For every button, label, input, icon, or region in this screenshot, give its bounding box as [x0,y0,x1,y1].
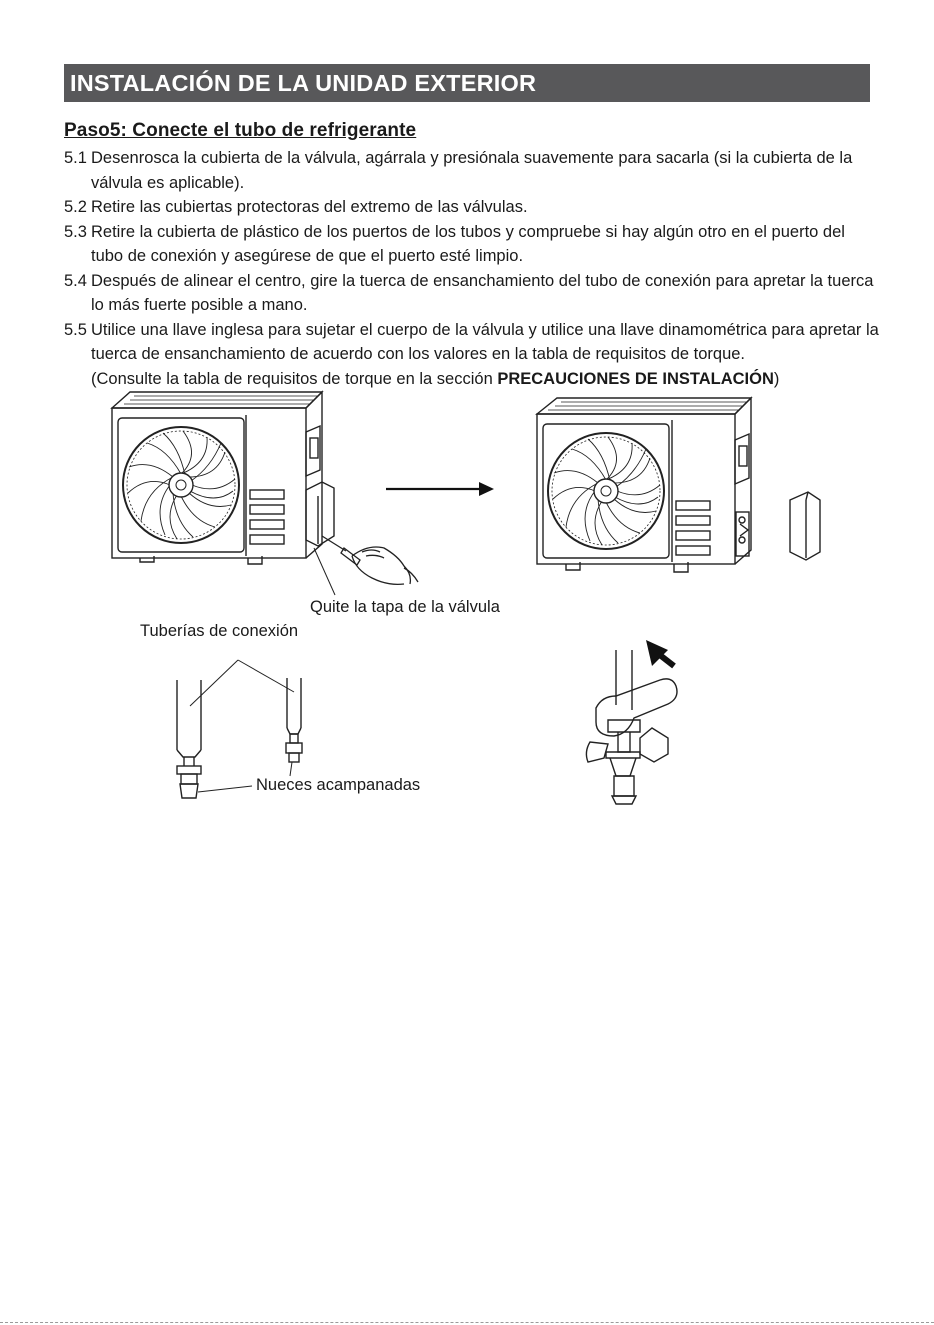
valve-cap-illustration [790,492,820,560]
note-suffix: ) [773,369,780,388]
leader-line-valve-cap [314,548,335,595]
fan-grille-right [548,433,664,549]
note-section-reference: PRECAUCIONES DE INSTALACIÓN [497,369,774,388]
step-text: Retire las cubiertas protectoras del extremo de las válvulas. [91,198,528,216]
step-text: Después de alinear el centro, gire la tuerca de ensanchamiento del tubo de conexión para apretar la tuerca lo más fuerte posible a mano. [91,271,874,314]
right-arrow-icon [386,482,494,496]
label-connection-pipes: Tuberías de conexión [140,622,299,640]
step-number: 5.2 [64,198,87,216]
page-bottom-divider [0,1322,934,1323]
section-header: INSTALACIÓN DE LA UNIDAD EXTERIOR [64,64,870,102]
hand-screwdriver-illustration [322,536,418,584]
outdoor-unit-right [537,398,751,572]
note-prefix: (Consulte la tabla de requisitos de torque en la sección [91,369,498,388]
step-title: Paso5: Conecte el tubo de refrigerante [64,120,417,141]
step-number: 5.3 [64,222,87,241]
label-flare-nuts: Nueces acampanadas [256,776,421,794]
step-text: Utilice una llave inglesa para sujetar el cuerpo de la válvula y utilice una llave dinamométrica para apretar la tuerca de ensanchamiento de acuerdo con los valores en la tabla de requisitos de torque. [91,320,879,363]
label-remove-valve-cap: Quite la tapa de la válvula [310,598,500,616]
step-number: 5.4 [64,271,87,290]
leader-lines-pipes [190,660,294,792]
wrench-valve-illustration [586,650,677,804]
fan-grille-left [123,427,239,543]
step-number: 5.5 [64,320,87,339]
rotation-arrow-icon [646,640,674,666]
step-text: Retire la cubierta de plástico de los puertos de los tubos y compruebe si hay algún otro en el puerto del tubo de conexión y asegúrese de que el puerto esté limpio. [91,222,845,265]
step-number: 5.1 [64,149,87,167]
step-text: Desenrosca la cubierta de la válvula, agárrala y presiónala suavemente para sacarla (si la cubierta de la válvula es aplicable). [91,149,853,192]
outdoor-unit-left [112,392,334,564]
